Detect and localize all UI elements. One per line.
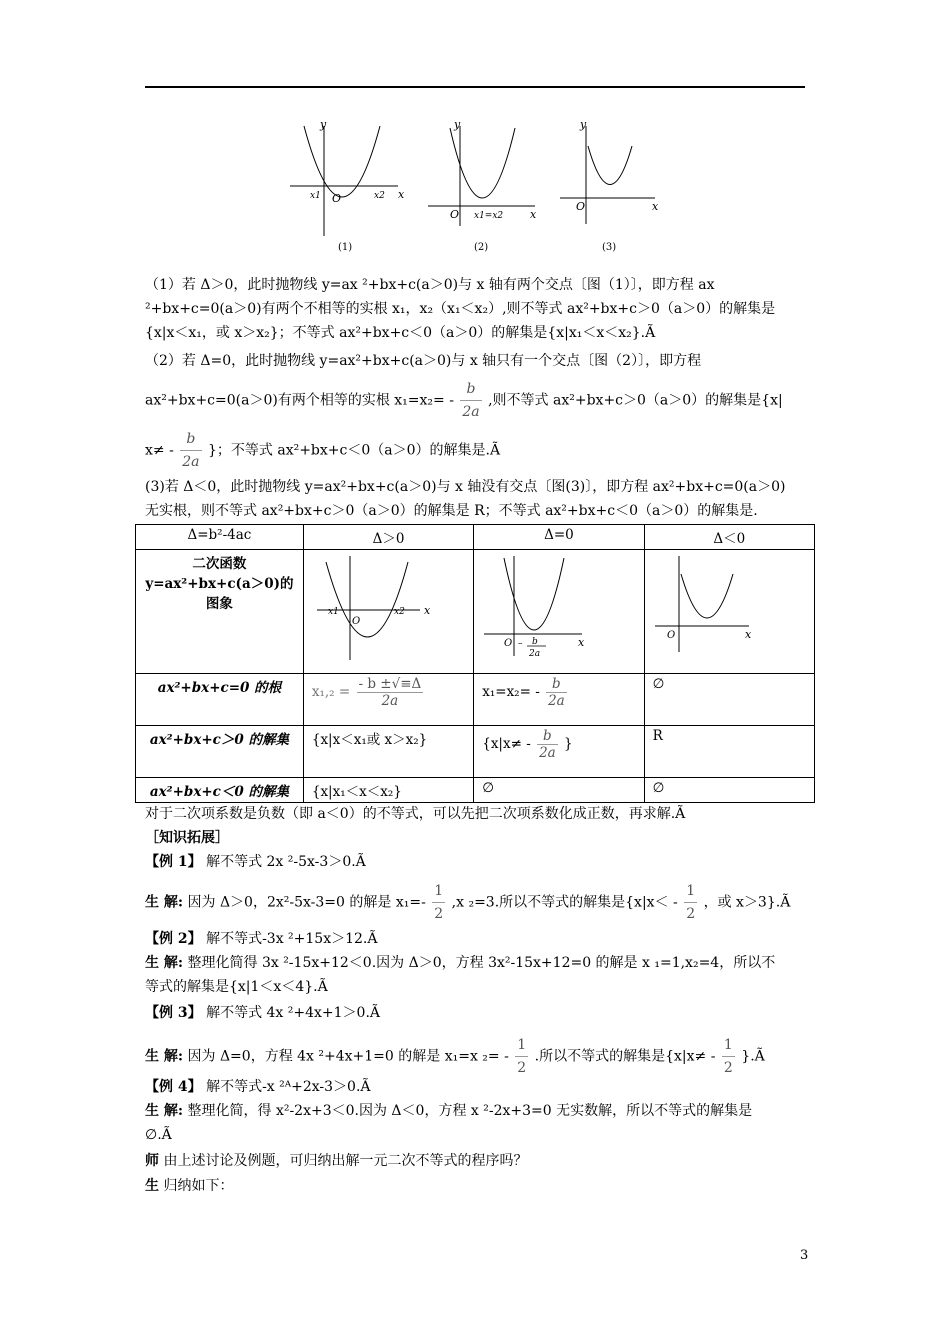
fraction-denominator: 2 <box>684 902 697 925</box>
graph-pos-origin: O <box>351 616 361 627</box>
para1-line3: {x|x＜x₁，或 x＞x₂}；不等式 ax²+bx+c＜0（a＞0）的解集是{x|x₁＜x＜x₂}.Ã <box>145 325 656 341</box>
table-header-delta: Δ=b²-4ac <box>136 525 304 550</box>
student-tag: 生 <box>145 1178 159 1194</box>
example-1-solution <box>145 880 810 925</box>
graph-cell-neg <box>644 550 814 674</box>
graph-neg-x: x <box>744 628 751 641</box>
example-1 <box>145 851 810 873</box>
fig2-x1x2: x1=x2 <box>474 211 504 221</box>
roots-pos-prefix: x₁,₂ = <box>311 684 351 700</box>
roots-zero <box>474 674 644 726</box>
gt-zero <box>474 726 644 778</box>
example-2-solution-tag: 生 解: <box>145 955 184 971</box>
example-2-tag: 【例 2】 <box>145 931 202 947</box>
example-1-solution-a: 因为 Δ＞0，2x²-5x-3=0 的解是 x₁=- <box>187 894 426 911</box>
para2-line2-b: ,则不等式 ax²+bx+c＞0（a＞0）的解集是{x| <box>488 392 783 409</box>
graph-cell-zero <box>474 550 644 674</box>
para2-line2-a: ax²+bx+c=0(a＞0)有两个相等的实根 x₁=x₂= - <box>145 392 454 409</box>
example-2-solution-l2: 等式的解集是{x|1＜x＜4}.Ã <box>145 979 328 995</box>
row-label-graph-a: 二次函数 <box>192 556 247 572</box>
row-label-roots: ax²+bx+c=0 的根 <box>136 674 304 726</box>
example-2-solution-l1 <box>145 952 810 974</box>
example-1-solution-b: ,x ₂=3.所以不等式的解集是{x|x＜ - <box>451 894 678 911</box>
fraction-denominator: 2a <box>357 692 424 709</box>
fraction-denominator: 2 <box>515 1056 528 1079</box>
fraction <box>357 676 424 709</box>
fig2-origin: O <box>450 208 460 221</box>
fraction-denominator: 2a <box>548 693 565 709</box>
row-label-graph-b: y=ax²+bx+c(a＞0)的 <box>145 576 294 592</box>
para3-line2: 无实根，则不等式 ax²+bx+c＞0（a＞0）的解集是 R；不等式 ax²+bx+c＜0（a＞0）的解集是. <box>145 503 758 519</box>
fraction <box>537 728 558 761</box>
example-3-solution <box>145 1034 810 1079</box>
example-3 <box>145 1002 810 1024</box>
fraction-numerator: b <box>552 676 561 692</box>
graph-pos-x2: x2 <box>393 607 405 617</box>
figure-3 <box>560 126 655 224</box>
roots-zero-prefix: x₁=x₂= - <box>482 684 540 700</box>
fraction-denominator: 2a <box>460 400 481 423</box>
example-1-solution-tag: 生 解: <box>145 894 184 911</box>
para3-line1: (3)若 Δ＜0，此时抛物线 y=ax²+bx+c(a＞0)与 x 轴没有交点〔图(3)〕，即方程 ax²+bx+c=0(a＞0) <box>145 479 786 495</box>
lt-zero: ∅ <box>474 778 644 803</box>
figure-1 <box>290 126 398 236</box>
example-4-solution-l2: ∅.Ã <box>145 1127 172 1143</box>
fig2-x-label: x <box>530 208 537 221</box>
header-rule <box>145 86 805 88</box>
graph-zero-b: b <box>532 637 538 647</box>
graph-cell-pos <box>303 550 473 674</box>
fig2-caption: (2) <box>474 242 489 253</box>
fig1-caption: (1) <box>338 242 353 253</box>
lt-pos: {x|x₁＜x＜x₂} <box>303 778 473 803</box>
example-4 <box>145 1076 810 1098</box>
student-text: 归纳如下： <box>159 1178 234 1194</box>
fraction-numerator: 1 <box>723 1037 733 1053</box>
fraction <box>432 880 445 925</box>
table-header-neg: Δ＜0 <box>644 525 814 550</box>
gt-pos: {x|x＜x₁或 x＞x₂} <box>303 726 473 778</box>
table-row <box>136 778 815 803</box>
table-row <box>136 525 815 550</box>
fraction-denominator: 2a <box>180 450 201 473</box>
fraction <box>546 676 567 709</box>
fig1-x1: x1 <box>310 191 321 201</box>
example-3-solution-tag: 生 解: <box>145 1048 184 1065</box>
fig2-y-label: y <box>454 118 461 131</box>
fig3-origin: O <box>576 200 586 213</box>
summary-table <box>135 524 815 803</box>
teacher-text: 由上述讨论及例题，可归纳出解一元二次不等式的程序吗？ <box>159 1153 528 1169</box>
note-negative-coefficient: 对于二次项系数是负数（即 a＜0）的不等式，可以先把二次项系数化成正数，再求解.Ã <box>145 806 686 822</box>
page-number: 3 <box>800 1248 809 1263</box>
graph-zero-origin: O <box>504 638 513 649</box>
gt-zero-suffix: } <box>564 736 573 752</box>
table-row <box>136 674 815 726</box>
gt-zero-prefix: {x|x≠ - <box>482 736 531 752</box>
row-label-gt: ax²+bx+c＞0 的解集 <box>136 726 304 778</box>
fraction-numerator: 1 <box>517 1037 527 1053</box>
table-row <box>136 726 815 778</box>
fraction-numerator: b <box>466 381 476 397</box>
svg-text:–: – <box>518 639 523 649</box>
fraction-numerator: - b ±√≡Δ <box>358 676 422 692</box>
example-2-solution-text: 整理化简得 3x ²-15x+12＜0.因为 Δ＞0，方程 3x²-15x+12=0 的解是 x ₁=1,x₂=4，所以不 <box>183 955 776 971</box>
row-label-graph-c: 图象 <box>205 596 233 612</box>
knowledge-extension-heading: ［知识拓展］ <box>145 830 229 846</box>
para2-line3-a: x≠ - <box>145 442 174 459</box>
graph-zero-x: x <box>578 636 585 649</box>
graph-zero-2a: 2a <box>529 649 541 659</box>
fraction-numerator: b <box>543 728 552 744</box>
fraction <box>460 378 481 423</box>
fraction <box>684 880 697 925</box>
fraction-numerator: 1 <box>686 883 696 899</box>
graph-neg-origin: O <box>666 630 675 641</box>
fraction-denominator: 2 <box>722 1056 735 1079</box>
para1-line1: （1）若 Δ＞0，此时抛物线 y=ax ²+bx+c(a＞0)与 x 轴有两个交点〔图（1）〕，即方程 ax <box>145 277 715 293</box>
teacher-tag: 师 <box>145 1153 159 1169</box>
example-3-solution-a: 因为 Δ=0，方程 4x ²+4x+1=0 的解是 x₁=x ₂= - <box>187 1048 509 1065</box>
lt-neg: ∅ <box>644 778 814 803</box>
graph-pos-x1: x1 <box>327 607 339 617</box>
para1-line2: ²+bx+c=0(a＞0)有两个不相等的实根 x₁，x₂（x₁＜x₂）,则不等式 ax²+bx+c＞0（a＞0）的解集是 <box>145 301 776 317</box>
para2-line3 <box>145 428 810 473</box>
example-1-solution-c: ，或 x＞3}.Ã <box>703 894 791 911</box>
parabola-figures <box>280 118 680 258</box>
table-row <box>136 550 815 674</box>
example-4-text: 解不等式-x ²ᴬ+2x-3＞0.Ã <box>201 1079 371 1095</box>
fig1-x2: x2 <box>374 191 385 201</box>
para2-line2 <box>145 378 810 423</box>
table-header-pos: Δ＞0 <box>303 525 473 550</box>
fig3-x-label: x <box>652 200 659 213</box>
example-2 <box>145 928 810 950</box>
example-3-solution-b: .所以不等式的解集是{x|x≠ - <box>534 1048 716 1065</box>
fig3-caption: (3) <box>602 242 617 253</box>
teacher-question <box>145 1150 810 1172</box>
roots-pos <box>303 674 473 726</box>
fig1-x-label: x <box>398 188 405 201</box>
graph-pos <box>312 552 452 667</box>
graph-zero <box>482 552 622 667</box>
fig1-origin: O <box>332 192 342 205</box>
example-1-text: 解不等式 2x ²-5x-3＞0.Ã <box>201 854 366 870</box>
graph-pos-x: x <box>423 604 431 617</box>
example-3-tag: 【例 3】 <box>145 1005 202 1021</box>
row-label-lt: ax²+bx+c＜0 的解集 <box>136 778 304 803</box>
example-1-tag: 【例 1】 <box>145 854 202 870</box>
para2-line3-b: }；不等式 ax²+bx+c＜0（a＞0）的解集是.Ã <box>207 442 501 459</box>
fig1-y-label: y <box>320 118 327 131</box>
example-4-tag: 【例 4】 <box>145 1079 202 1095</box>
graph-neg <box>653 552 793 667</box>
fraction <box>180 428 201 473</box>
example-4-solution-l1 <box>145 1100 810 1122</box>
roots-neg: ∅ <box>644 674 814 726</box>
fraction-denominator: 2a <box>539 745 556 761</box>
para2-line1: （2）若 Δ=0，此时抛物线 y=ax²+bx+c(a＞0)与 x 轴只有一个交点〔图（2）〕，即方程 <box>145 353 702 369</box>
row-label-graph <box>136 550 304 674</box>
fraction <box>515 1034 528 1079</box>
example-4-solution-text: 整理化简，得 x²-2x+3＜0.因为 Δ＜0，方程 x ²-2x+3=0 无实数解，所以不等式的解集是 <box>183 1103 753 1119</box>
fraction-numerator: b <box>186 431 196 447</box>
example-3-text: 解不等式 4x ²+4x+1＞0.Ã <box>201 1005 381 1021</box>
fraction-denominator: 2 <box>432 902 445 925</box>
table-header-zero: Δ=0 <box>474 525 644 550</box>
example-4-solution-tag: 生 解: <box>145 1103 184 1119</box>
gt-neg: R <box>644 726 814 778</box>
student-answer <box>145 1175 810 1197</box>
fig3-y-label: y <box>580 118 587 131</box>
example-2-text: 解不等式-3x ²+15x＞12.Ã <box>201 931 378 947</box>
fraction-numerator: 1 <box>434 883 444 899</box>
fraction <box>722 1034 735 1079</box>
example-3-solution-c: }.Ã <box>741 1048 765 1065</box>
